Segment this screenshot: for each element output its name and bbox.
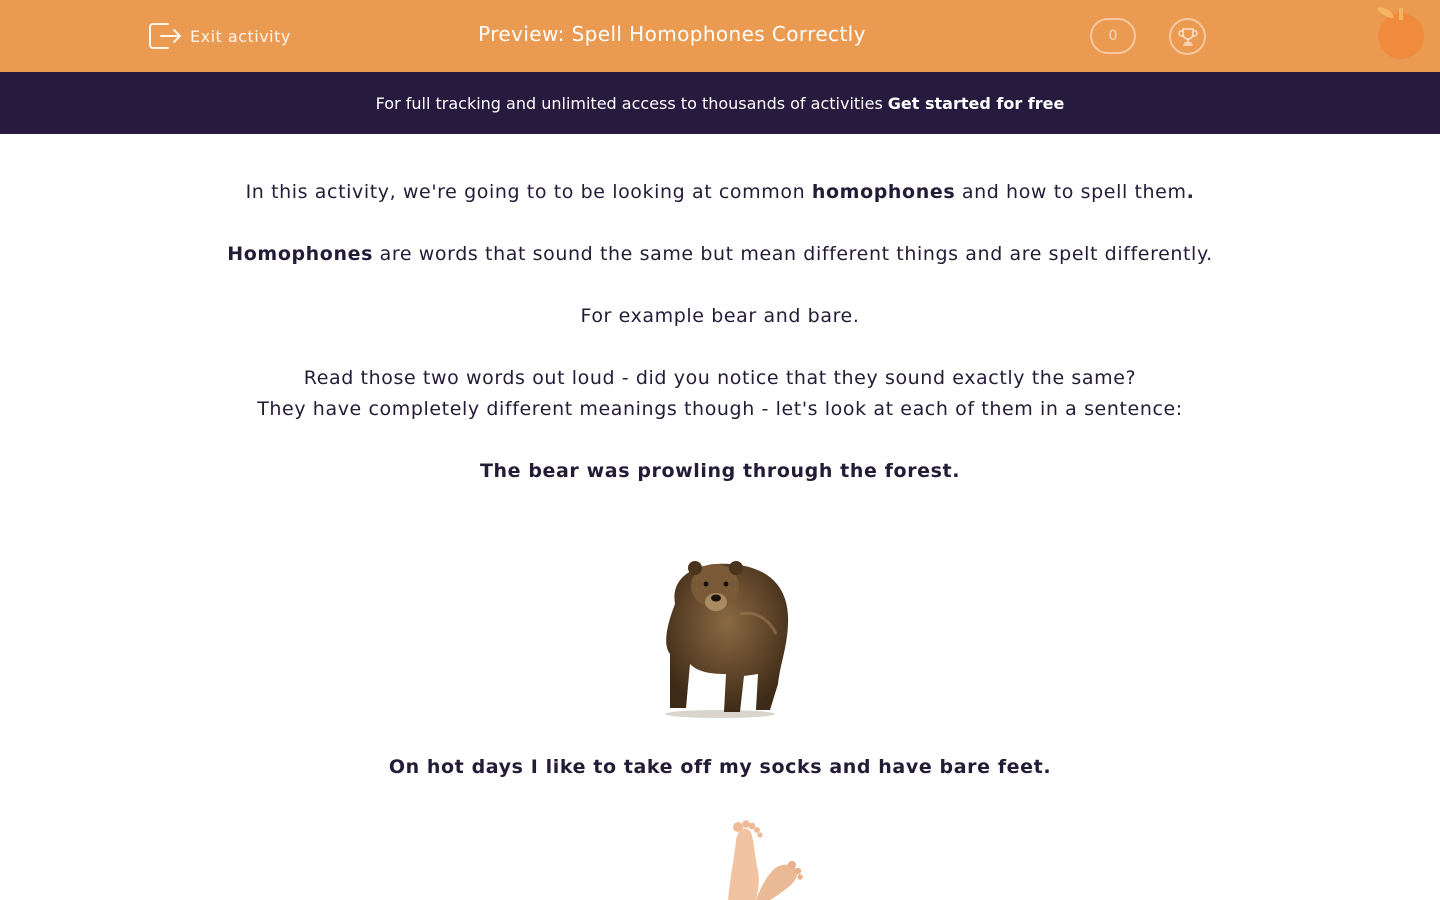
example-paragraph: For example bear and bare.: [580, 305, 860, 327]
definition-paragraph: [0, 239, 1440, 270]
bear-image: [640, 534, 800, 719]
top-header: [0, 0, 1440, 72]
score-counter: 0: [1090, 18, 1136, 54]
intro-text-after: and how to spell them: [961, 181, 1187, 203]
trophy-icon: [1177, 26, 1199, 48]
brand-logo: [1374, 4, 1430, 60]
exit-activity-label: Exit activity: [190, 26, 291, 46]
read-aloud-paragraph: Read those two words out loud - did you notice that they sound exactly the same?: [303, 367, 1137, 389]
bare-feet-image: [700, 819, 810, 900]
definition-term: Homophones: [227, 243, 373, 265]
exit-icon: [148, 21, 182, 51]
meanings-paragraph: They have completely different meanings though - let's look at each of them in a sentence:: [257, 398, 1183, 420]
intro-text-before: In this activity, we're going to to be looking at common: [245, 181, 806, 203]
intro-term: homophones: [811, 181, 956, 203]
bear-sentence: The bear was prowling through the forest.: [479, 460, 961, 482]
intro-period: .: [1186, 181, 1195, 203]
trophy-button[interactable]: [1169, 18, 1206, 55]
definition-text: are words that sound the same but mean different things and are spelt differently.: [379, 243, 1213, 265]
signup-banner: [0, 72, 1440, 134]
page-title: Preview: Spell Homophones Correctly: [478, 22, 866, 46]
get-started-link[interactable]: Get started for free: [887, 93, 1065, 113]
bare-feet-sentence: On hot days I like to take off my socks and have bare feet.: [388, 756, 1052, 778]
exit-activity-button[interactable]: [148, 20, 291, 52]
intro-paragraph: [0, 177, 1440, 208]
banner-text: For full tracking and unlimited access to thousands of activities: [375, 93, 883, 113]
orange-logo-icon: [1374, 4, 1430, 60]
activity-content: [0, 134, 1440, 900]
